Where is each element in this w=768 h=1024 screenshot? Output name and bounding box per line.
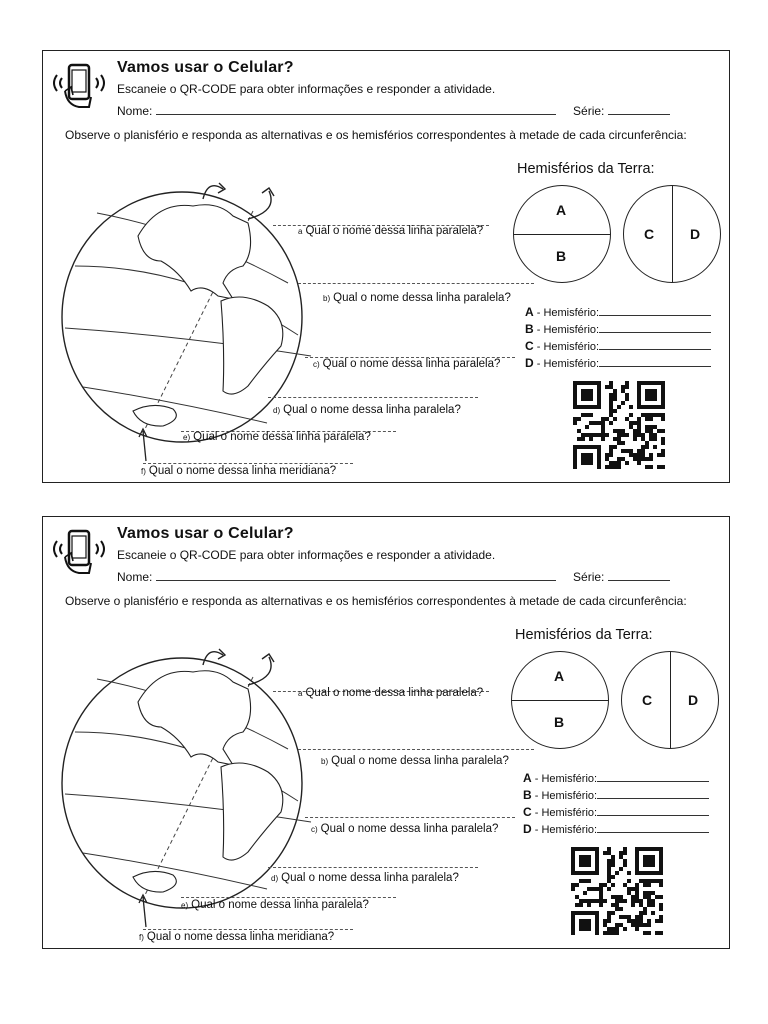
answer-field-d[interactable] bbox=[599, 356, 711, 367]
question-b-text: Qual o nome dessa linha paralela? bbox=[333, 292, 511, 304]
question-e-marker: e) bbox=[181, 901, 189, 910]
hemisphere-item-d: D - Hemisfério: bbox=[525, 355, 711, 372]
circle-label-b: B bbox=[556, 248, 567, 264]
circle-label-c: C bbox=[642, 692, 653, 708]
line-d bbox=[268, 397, 478, 398]
hemisphere-list bbox=[525, 304, 711, 372]
activity-card-2 bbox=[42, 516, 730, 949]
hemisphere-item-b: B - Hemisfério: bbox=[525, 321, 711, 338]
qr-code-icon[interactable] bbox=[573, 381, 665, 469]
question-b-marker: b) bbox=[321, 757, 329, 766]
line-b bbox=[298, 283, 534, 284]
hemisphere-circle-ab bbox=[513, 185, 611, 283]
question-b bbox=[321, 755, 509, 767]
question-a-marker: a bbox=[298, 689, 303, 698]
hemisphere-circle-ab bbox=[511, 651, 609, 749]
answer-field-a[interactable] bbox=[597, 771, 709, 782]
question-c-marker: c) bbox=[313, 360, 320, 369]
question-d-text: Qual o nome dessa linha paralela? bbox=[281, 872, 459, 884]
instruction-text: Observe o planisfério e responda as alternativas e os hemisférios correspondentes à metade de cada circunferência: bbox=[65, 594, 687, 608]
activity-card-1 bbox=[42, 50, 730, 483]
question-f-marker: f) bbox=[139, 933, 144, 942]
answer-field-b[interactable] bbox=[599, 322, 711, 333]
question-e bbox=[183, 431, 371, 443]
answer-field-d[interactable] bbox=[597, 822, 709, 833]
answer-field-c[interactable] bbox=[597, 805, 709, 816]
question-e-marker: e) bbox=[183, 433, 191, 442]
question-c bbox=[313, 358, 500, 370]
question-a bbox=[298, 225, 483, 237]
hemispheres-title: Hemisférios da Terra: bbox=[517, 161, 655, 177]
line-f bbox=[143, 463, 353, 464]
circle-label-d: D bbox=[688, 692, 699, 708]
equator-divider bbox=[512, 700, 608, 701]
line-d bbox=[268, 867, 478, 868]
question-d bbox=[271, 872, 459, 884]
question-a-marker: a bbox=[298, 227, 303, 236]
answer-field-c[interactable] bbox=[599, 339, 711, 350]
hemispheres-title: Hemisférios da Terra: bbox=[515, 627, 653, 643]
name-label: Nome: bbox=[117, 104, 153, 118]
question-b-text: Qual o nome dessa linha paralela? bbox=[331, 755, 509, 767]
question-d-marker: d) bbox=[273, 406, 281, 415]
grade-label: Série: bbox=[573, 570, 605, 584]
question-f bbox=[141, 465, 336, 477]
question-c-text: Qual o nome dessa linha paralela? bbox=[320, 823, 499, 835]
hemisphere-item-b: B - Hemisfério: bbox=[523, 787, 709, 804]
question-a-text: Qual o nome dessa linha paralela? bbox=[305, 225, 484, 237]
circle-label-c: C bbox=[644, 226, 655, 242]
answer-field-b[interactable] bbox=[597, 788, 709, 799]
question-f-marker: f) bbox=[141, 467, 146, 476]
question-f bbox=[139, 931, 334, 943]
name-label: Nome: bbox=[117, 570, 153, 584]
question-b bbox=[323, 292, 511, 304]
question-c-text: Qual o nome dessa linha paralela? bbox=[322, 358, 501, 370]
question-e-text: Qual o nome dessa linha paralela? bbox=[191, 899, 369, 911]
grade-label: Série: bbox=[573, 104, 605, 118]
question-d-text: Qual o nome dessa linha paralela? bbox=[283, 404, 461, 416]
instruction-text: Observe o planisfério e responda as alternativas e os hemisférios correspondentes à metade de cada circunferência: bbox=[65, 128, 687, 142]
circle-label-b: B bbox=[554, 714, 565, 730]
activity-subtitle: Escaneie o QR-CODE para obter informações e responder a atividade. bbox=[117, 82, 496, 96]
question-f-text: Qual o nome dessa linha meridiana? bbox=[148, 465, 337, 477]
hemisphere-circle-cd bbox=[621, 651, 719, 749]
hemisphere-item-d: D - Hemisfério: bbox=[523, 821, 709, 838]
hemisphere-item-a: A - Hemisfério: bbox=[523, 770, 709, 787]
line-c bbox=[305, 817, 515, 818]
question-c-marker: c) bbox=[311, 825, 318, 834]
circle-label-a: A bbox=[554, 668, 565, 684]
meridian-divider bbox=[672, 186, 673, 282]
question-b-marker: b) bbox=[323, 294, 331, 303]
question-c bbox=[311, 823, 498, 835]
hemisphere-list bbox=[523, 770, 709, 838]
question-a bbox=[298, 687, 483, 699]
line-b bbox=[298, 749, 534, 750]
question-a-text: Qual o nome dessa linha paralela? bbox=[305, 687, 484, 699]
meridian-divider bbox=[670, 652, 671, 748]
question-e-text: Qual o nome dessa linha paralela? bbox=[193, 431, 371, 443]
hemisphere-circle-cd bbox=[623, 185, 721, 283]
activity-title: Vamos usar o Celular? bbox=[117, 525, 294, 542]
question-d bbox=[273, 404, 461, 416]
hemisphere-item-a: A - Hemisfério: bbox=[525, 304, 711, 321]
hemisphere-item-c: C - Hemisfério: bbox=[525, 338, 711, 355]
line-e bbox=[181, 897, 396, 898]
activity-subtitle: Escaneie o QR-CODE para obter informações e responder a atividade. bbox=[117, 548, 496, 562]
qr-code-icon[interactable] bbox=[571, 847, 663, 935]
question-f-text: Qual o nome dessa linha meridiana? bbox=[146, 931, 335, 943]
question-e bbox=[181, 899, 369, 911]
line-f bbox=[143, 929, 353, 930]
answer-field-a[interactable] bbox=[599, 305, 711, 316]
circle-label-a: A bbox=[556, 202, 567, 218]
question-d-marker: d) bbox=[271, 874, 279, 883]
hemisphere-item-c: C - Hemisfério: bbox=[523, 804, 709, 821]
circle-label-d: D bbox=[690, 226, 701, 242]
activity-title: Vamos usar o Celular? bbox=[117, 59, 294, 76]
equator-divider bbox=[514, 234, 610, 235]
